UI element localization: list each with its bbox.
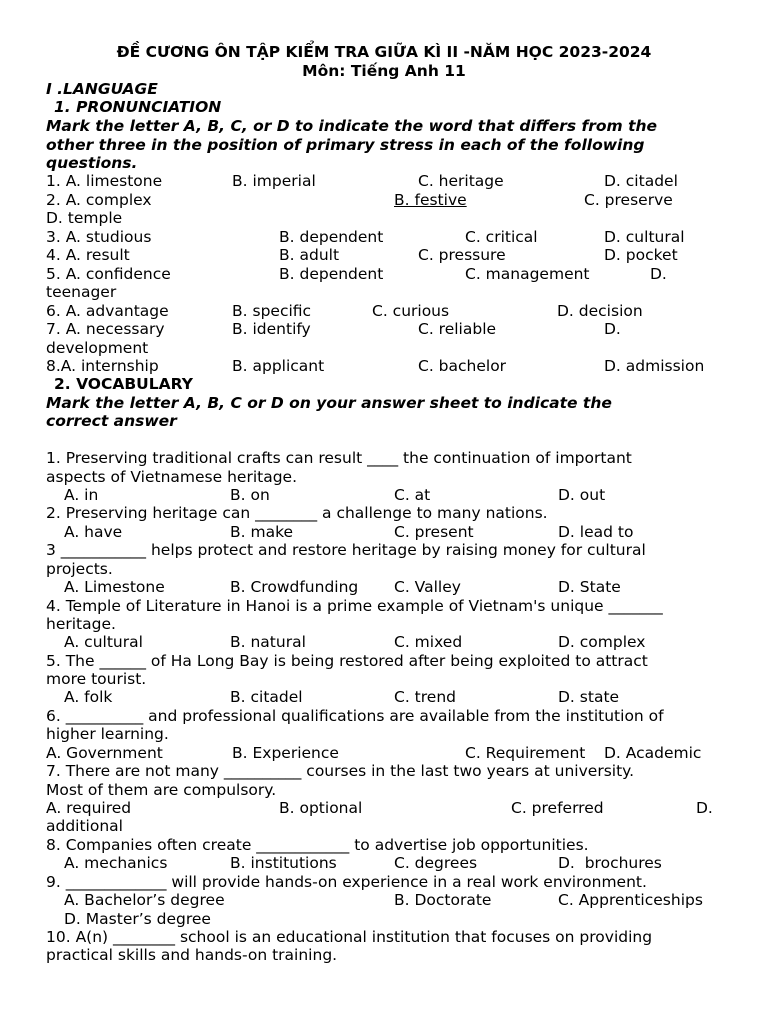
option-b: B. specific — [232, 302, 312, 320]
document-title: ĐỀ CƯƠNG ÔN TẬP KIỂM TRA GIỮA KÌ II -NĂM HỌC 2023-2024 — [116, 43, 652, 61]
option-a: A. in — [64, 486, 99, 504]
question-3-text: 3 ___________ helps protect and restore heritage by raising money for cultural — [46, 541, 646, 559]
question-7-text: Most of them are compulsory. — [46, 781, 277, 799]
option-b: B. on — [230, 486, 270, 504]
option-c: C. trend — [394, 688, 456, 706]
option-d-word: teenager — [46, 283, 117, 301]
option-b: B. imperial — [232, 172, 316, 190]
option-a: 5. A. confidence — [46, 265, 171, 283]
option-c: C. critical — [465, 228, 538, 246]
option-a: A. Bachelor’s degree — [64, 891, 225, 909]
option-d: D. decision — [557, 302, 643, 320]
document-subtitle: Môn: Tiếng Anh 11 — [302, 62, 466, 80]
option-c: C. pressure — [418, 246, 506, 264]
option-d: D. brochures — [558, 854, 662, 872]
option-d-word: additional — [46, 817, 123, 835]
pronunciation-instruction-line: other three in the position of primary stress in each of the following — [46, 136, 645, 154]
option-b: B. citadel — [230, 688, 303, 706]
option-c: C. heritage — [418, 172, 504, 190]
option-d: D. state — [558, 688, 620, 706]
option-c: C. Valley — [394, 578, 461, 596]
option-b: B. identify — [232, 320, 311, 338]
option-a: A. Government — [46, 744, 163, 762]
option-b: B. Doctorate — [394, 891, 492, 909]
option-d-word: development — [46, 339, 149, 357]
option-d: D. temple — [46, 209, 123, 227]
vocabulary-instruction-line: Mark the letter A, B, C or D on your answer sheet to indicate the — [46, 394, 612, 412]
option-c: C. Apprenticeships — [558, 891, 703, 909]
question-5-text: more tourist. — [46, 670, 147, 688]
option-a: A. cultural — [64, 633, 143, 651]
option-d: D. — [604, 320, 621, 338]
option-b: B. dependent — [279, 265, 384, 283]
option-b: B. adult — [279, 246, 340, 264]
option-c: C. mixed — [394, 633, 463, 651]
pronunciation-heading: 1. PRONUNCIATION — [54, 98, 222, 116]
question-1-text: aspects of Vietnamese heritage. — [46, 468, 298, 486]
option-d: D. admission — [604, 357, 705, 375]
option-b: B. Experience — [232, 744, 339, 762]
option-c: C. present — [394, 523, 474, 541]
option-a: 1. A. limestone — [46, 172, 163, 190]
option-a: A. mechanics — [64, 854, 168, 872]
option-a: A. required — [46, 799, 132, 817]
option-b: B. make — [230, 523, 294, 541]
option-b: B. dependent — [279, 228, 384, 246]
option-b: B. Crowdfunding — [230, 578, 359, 596]
option-c: C. bachelor — [418, 357, 507, 375]
option-d: D. cultural — [604, 228, 685, 246]
section-heading: I .LANGUAGE — [46, 80, 158, 98]
option-a: 4. A. result — [46, 246, 130, 264]
option-b: B. natural — [230, 633, 306, 651]
option-d: D. pocket — [604, 246, 678, 264]
question-10-text: 10. A(n) ________ school is an educational institution that focuses on providing — [46, 928, 653, 946]
pronunciation-instruction-line: questions. — [46, 154, 138, 172]
option-d: D. — [650, 265, 667, 283]
option-c: C. preserve — [584, 191, 673, 209]
option-a: 7. A. necessary — [46, 320, 165, 338]
option-c: C. curious — [372, 302, 450, 320]
pronunciation-instruction-line: Mark the letter A, B, C, or D to indicate the word that differs from the — [46, 117, 658, 135]
option-a: 3. A. studious — [46, 228, 152, 246]
vocabulary-heading: 2. VOCABULARY — [54, 375, 193, 393]
question-4-text: 4. Temple of Literature in Hanoi is a prime example of Vietnam's unique _______ — [46, 597, 663, 615]
question-6-text: 6. __________ and professional qualifications are available from the institution of — [46, 707, 664, 725]
question-3-text: projects. — [46, 560, 113, 578]
option-c: C. preferred — [511, 799, 604, 817]
option-a: 2. A. complex — [46, 191, 152, 209]
option-d: D. complex — [558, 633, 646, 651]
option-d: D. citadel — [604, 172, 678, 190]
question-2-text: 2. Preserving heritage can ________ a challenge to many nations. — [46, 504, 548, 522]
option-a: 6. A. advantage — [46, 302, 169, 320]
option-b: B. festive — [394, 191, 467, 209]
vocabulary-instruction-line: correct answer — [46, 412, 177, 430]
option-d: D. — [696, 799, 713, 817]
option-d: D. State — [558, 578, 621, 596]
option-c: C. management — [465, 265, 590, 283]
option-b: B. applicant — [232, 357, 325, 375]
question-8-text: 8. Companies often create ____________ to advertise job opportunities. — [46, 836, 589, 854]
option-d: D. Master’s degree — [64, 910, 211, 928]
option-b: B. optional — [279, 799, 363, 817]
question-10-text: practical skills and hands-on training. — [46, 946, 338, 964]
question-1-text: 1. Preserving traditional crafts can result ____ the continuation of important — [46, 449, 632, 467]
question-4-text: heritage. — [46, 615, 116, 633]
question-6-text: higher learning. — [46, 725, 169, 743]
question-5-text: 5. The ______ of Ha Long Bay is being restored after being exploited to attract — [46, 652, 648, 670]
option-d: D. out — [558, 486, 606, 504]
option-d: D. lead to — [558, 523, 634, 541]
question-9-text: 9. _____________ will provide hands-on experience in a real work environment. — [46, 873, 647, 891]
option-a: A. have — [64, 523, 123, 541]
question-7-text: 7. There are not many __________ courses in the last two years at university. — [46, 762, 635, 780]
option-d: D. Academic — [604, 744, 702, 762]
option-a: A. Limestone — [64, 578, 165, 596]
option-c: C. degrees — [394, 854, 478, 872]
option-a: A. folk — [64, 688, 113, 706]
option-c: C. at — [394, 486, 431, 504]
option-b: B. institutions — [230, 854, 337, 872]
option-c: C. reliable — [418, 320, 497, 338]
option-a: 8.A. internship — [46, 357, 159, 375]
option-c: C. Requirement — [465, 744, 586, 762]
